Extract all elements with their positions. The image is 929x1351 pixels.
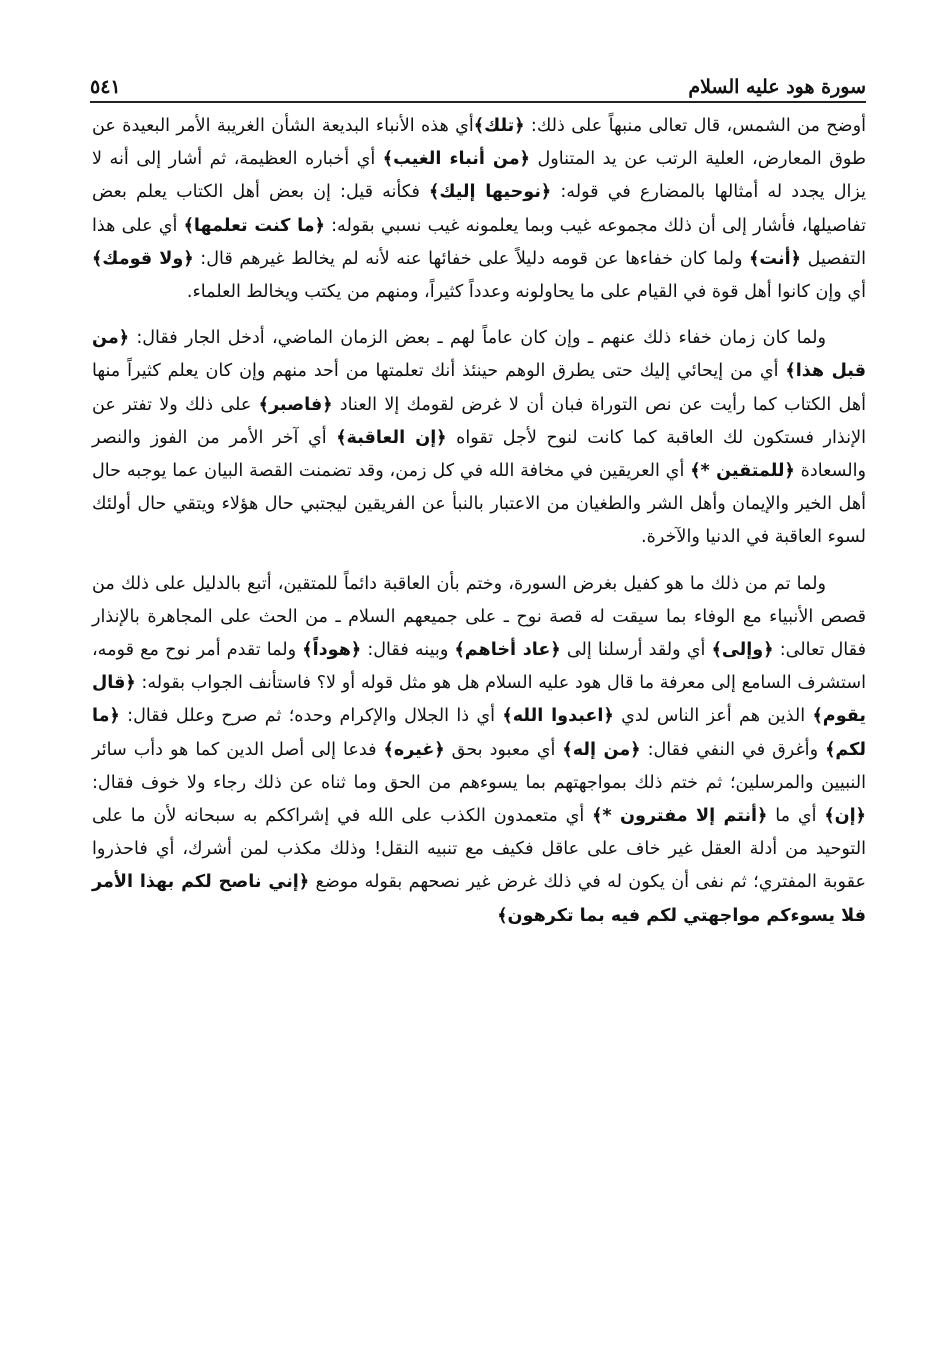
quranic-quote: ﴿هوداً﴾ — [302, 640, 362, 661]
page-number: ٥٤١ — [90, 76, 121, 98]
text-segment: أي وإن كانوا أهل قوة في القيام على ما يحاولونه وعدداً كثيراً، ومنهم من يكتب ويخالط العلماء. — [186, 282, 866, 303]
quranic-quote: ﴿أنت﴾ — [749, 248, 801, 269]
text-segment: وبينه فقال: — [361, 640, 455, 661]
text-segment: أي من إيحائي إليك حتى يطرق الوهم حينئذ أنك تعلمتها من أحد منهم وإن كان يعلم كثيراً منها أهل الكتاب كما رأيت عن نص التوراة فبان أن لا غرض لقومك إلا العناد — [92, 361, 866, 415]
body-text — [92, 110, 866, 933]
text-segment: أي ذا الجلال والإكرام وحده؛ ثم صرح وعلل فقال: — [119, 706, 503, 727]
text-segment: أي آخر الأمر من الفوز والنصر والسعادة — [92, 427, 867, 482]
text-segment: فدعا إلى أصل الدين كما هو دأب سائر النبيين والمرسلين؛ ثم ختم ذلك بمواجهتهم بما يسوءهم من الحق وما ثناه عن ذلك رجاء ولا خوف فقال: — [92, 739, 866, 793]
quranic-quote: ﴿قال يقوم﴾ — [92, 673, 867, 727]
text-segment: ولما كان خفاءها عن قومه دليلاً على خفائها عنه لأنه لم يخالط غيرهم قال: — [193, 248, 750, 269]
quranic-quote: ﴿إن﴾ — [824, 806, 866, 827]
text-segment: فكأنه قيل: إن بعض أهل الكتاب يعلم بعض تفاصيلها، فأشار إلى أن ذلك مجموعه غيب وبما يعلمونه غيب نسبي بقوله: — [92, 182, 867, 236]
text-segment: ولما كان زمان خفاء ذلك عنهم ـ وإن كان عاماً لهم ـ بعض الزمان الماضي، أدخل الجار فقال: — [129, 328, 826, 349]
paragraph-3 — [92, 568, 866, 933]
header-divider — [90, 101, 866, 103]
quranic-quote: ﴿من إله﴾ — [562, 739, 641, 760]
text-segment: أي ولقد أرسلنا إلى — [560, 640, 712, 661]
text-segment: وأغرق في النفي فقال: — [640, 739, 826, 760]
surah-title: سورة هود عليه السلام — [688, 76, 866, 98]
text-segment: أوضح من الشمس، قال تعالى منبهاً على ذلك: — [524, 116, 866, 136]
quranic-quote: ﴿من قبل هذا﴾ — [92, 328, 866, 382]
text-segment: أي متعمدون الكذب على الله في إشراككم به سبحانه لأن ما على التوحيد من أدلة العقل غير خاف على عاقل فكيف مع تنبيه النقل! وذلك مكذب لمن أشرك، أي فاحذروا عقوبة المفتري؛ ثم نفى أن يكون له في ذلك غرض غير نصحهم بقوله موضع — [92, 806, 866, 893]
text-segment: أي العريقين في مخافة الله في كل زمن، وقد تضمنت القصة البيان عما يوجبه حال أهل الخير والإيمان وأهل الشر والطغيان من الاعتبار بالنبأ عن الفريقين ليجتبي حال هؤلاء ويتقي حال أولئك لسوء العاقبة في الدنيا والآخرة. — [92, 461, 866, 548]
quranic-quote: ﴿تلك﴾ — [473, 116, 525, 136]
text-segment: أي معبود بحق — [444, 739, 563, 760]
quranic-quote: ﴿وإلى﴾ — [711, 640, 774, 661]
quranic-quote: ﴿ولا قومك﴾ — [92, 248, 194, 269]
quranic-quote: ﴿اعبدوا الله﴾ — [502, 706, 614, 727]
text-segment: أي على هذا التفصيل — [92, 215, 866, 269]
quranic-quote: ﴿أنتم إلا مفترون *﴾ — [592, 806, 768, 827]
quranic-quote: ﴿فاصبر﴾ — [258, 394, 333, 415]
quranic-quote: ﴿إن العاقبة﴾ — [336, 427, 447, 448]
paragraph-2 — [92, 322, 866, 554]
quranic-quote: ﴿ما لكم﴾ — [92, 706, 867, 760]
paragraph-1 — [92, 110, 866, 309]
quranic-quote: ﴿نوحيها إليك﴾ — [429, 182, 552, 203]
text-segment: ولما تم من ذلك ما هو كفيل بغرض السورة، وختم بأن العاقبة دائماً للمتقين، أتبع بالدليل على ذلك من قصص الأنبياء مع الوفاء بما سيقت له قصة نوح ـ على جميعهم السلام ـ من الحث على المجاهرة بالإنذار فقال تعالى: — [92, 573, 866, 661]
text-segment: أي هذه الأنباء البديعة الشأن الغريبة الأمر البعيدة عن طوق المعارض، العلية الرتب عن يد المتناول — [92, 116, 866, 170]
text-segment: ولما تقدم أمر نوح مع قومه، استشرف السامع إلى معرفة ما قال هود عليه السلام هل هو مثل قوله أو لا؟ فاستأنف الجواب بقوله: — [92, 640, 866, 694]
quranic-quote: ﴿إني ناصح لكم بهذا الأمر فلا يسوءكم مواجهتي لكم فيه بما تكرهون﴾ — [92, 872, 866, 926]
text-segment: الذين هم أعز الناس لدي — [613, 706, 813, 727]
text-segment: على ذلك ولا تفتر عن الإنذار فستكون لك العاقبة كما كانت لنوح لأجل تقواه — [92, 394, 866, 448]
quranic-quote: ﴿غيره﴾ — [383, 739, 445, 760]
quranic-quote: ﴿للمتقين *﴾ — [690, 461, 795, 482]
quranic-quote: ﴿عاد أخاهم﴾ — [454, 640, 561, 661]
text-segment: أي أخباره العظيمة، ثم أشار إلى أنه لا يزال يجدد له أمثالها بالمضارع في قوله: — [92, 149, 866, 203]
page-header — [90, 58, 866, 98]
text-segment: أي ما — [767, 806, 825, 827]
quranic-quote: ﴿من أنباء الغيب﴾ — [382, 149, 530, 170]
quranic-quote: ﴿ما كنت تعلمها﴾ — [183, 215, 325, 236]
